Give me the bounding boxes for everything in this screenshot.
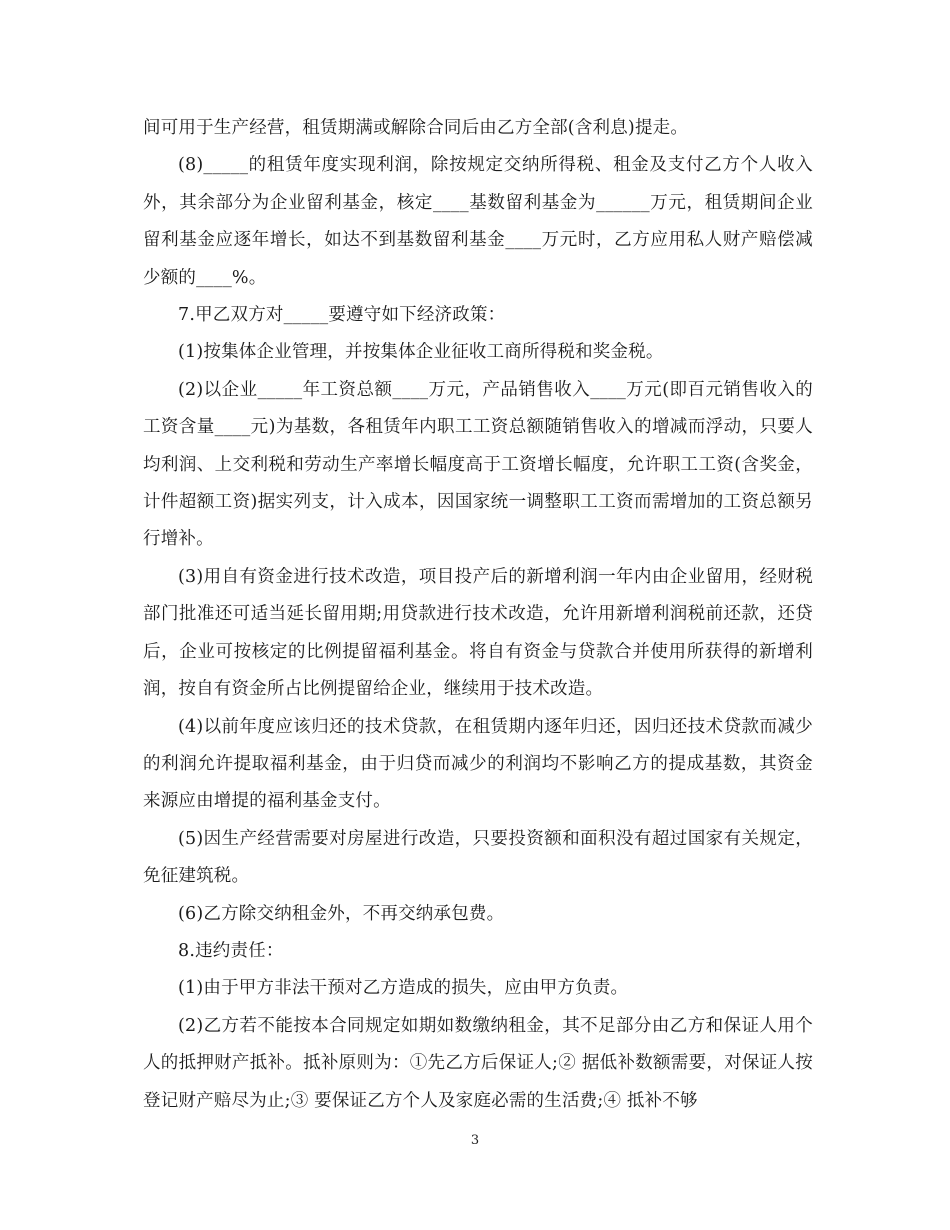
paragraph-2: (8)_____的租赁年度实现利润，除按规定交纳所得税、租金及支付乙方个人收入外，其余部分为企业留利基金，核定____基数留利基金为______万元，租赁期间企业留利基金应逐年增长，如达不到基数留利基金____万元时，乙方应用私人财产赔偿减少额的____%。 xyxy=(143,155,813,288)
document-body xyxy=(143,110,813,1120)
paragraph-1: 间可用于生产经营，租赁期满或解除合同后由乙方全部(含利息)提走。 xyxy=(143,118,689,138)
paragraph-9: (6)乙方除交纳租金外，不再交纳承包费。 xyxy=(178,903,505,924)
paragraph-8: (5)因生产经营需要对房屋进行改造，只要投资额和面积没有超过国家有关规定，免征建筑税。 xyxy=(143,828,813,887)
paragraph-7: (4)以前年度应该归还的技术贷款，在租赁期内逐年归还，因归还技术贷款而减少的利润允许提取福利基金，由于归贷而减少的利润均不影响乙方的提成基数，其资金来源应由增提的福利基金支付。 xyxy=(143,716,813,812)
paragraph-5: (2)以企业_____年工资总额____万元，产品销售收入____万元(即百元销售收入的工资含量____元)为基数，各租赁年内职工工资总额随销售收入的增减而浮动，只要人均利润、上交利税和劳动生产率增长幅度高于工资增长幅度，允许职工工资(含奖金，计件超额工资)据实列支，计入成本，因国家统一调整职工工资而需增加的工资总额另行增补。 xyxy=(143,379,813,550)
paragraph-10: 8.违约责任： xyxy=(178,940,284,961)
paragraph-11: (1)由于甲方非法干预对乙方造成的损失，应由甲方负责。 xyxy=(178,978,629,999)
paragraph-6: (3)用自有资金进行技术改造，项目投产后的新增利润一年内由企业留用，经财税部门批准还可适当延长留用期;用贷款进行技术改造，允许用新增利润税前还款，还贷后，企业可按核定的比例提留福利基金。将自有资金与贷款合并使用所获得的新增利润，按自有资金所占比例提留给企业，继续用于技术改造。 xyxy=(143,566,813,700)
paragraph-12: (2)乙方若不能按本合同规定如期如数缴纳租金，其不足部分由乙方和保证人用个人的抵押财产抵补。抵补原则为：①先乙方后保证人;② 据低补数额需要，对保证人按登记财产赔尽为止;③ 要保证乙方个人及家庭必需的生活费;④ 抵补不够 xyxy=(143,1015,813,1111)
paragraph-4: (1)按集体企业管理，并按集体企业征收工商所得税和奖金税。 xyxy=(178,342,664,363)
paragraph-3: 7.甲乙双方对_____要遵守如下经济政策： xyxy=(178,305,506,326)
page-number: 3 xyxy=(470,1133,480,1148)
